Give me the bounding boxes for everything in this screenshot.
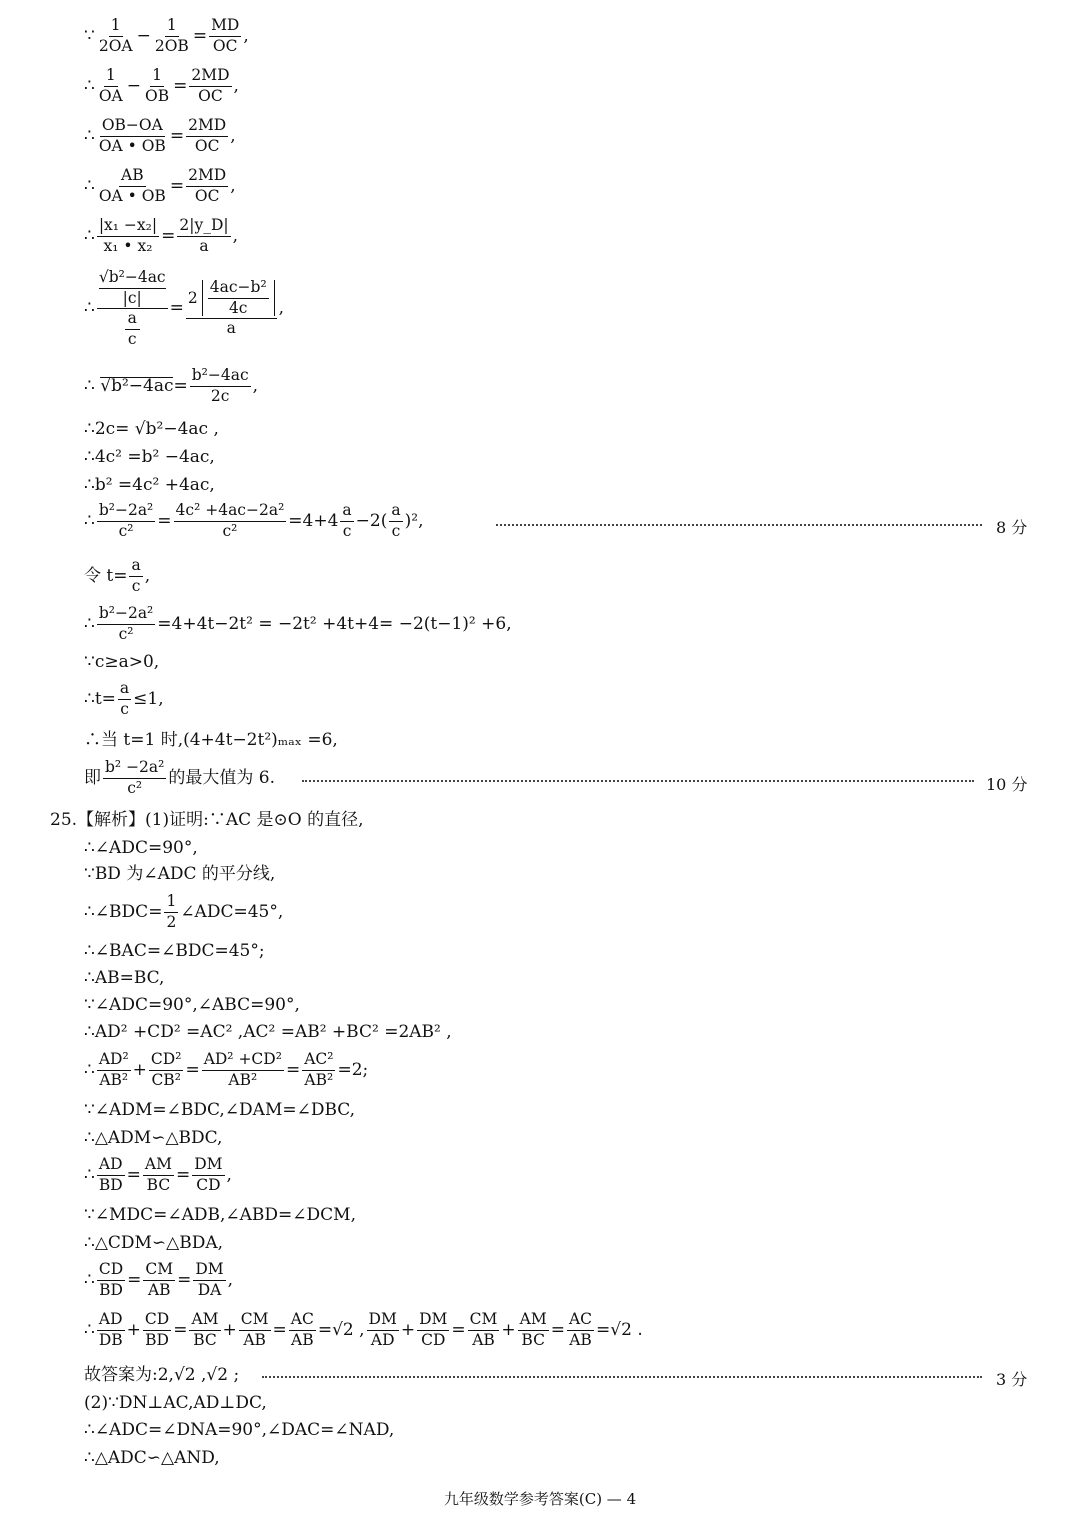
fraction: $\frac{CD}{BD}$ (144, 1310, 170, 1349)
step-line: ∵∠MDC=∠ADB,∠ABD=∠DCM, (84, 1205, 356, 1225)
fraction: $\frac{AD}{BD}$ (98, 1155, 123, 1194)
step-line: ∴ $\frac{\text{|x₁ −x₂|}}{\text{x₁ • x₂}}$ = $\frac{2|y\_D|}{a}$ , (84, 216, 239, 255)
step-line: ∴△ADM∽△BDC, (84, 1128, 223, 1148)
fraction: $\frac{CD}{BD}$ (98, 1260, 124, 1299)
fraction: $\frac{1}{OB}$ (144, 66, 170, 105)
step-line: 故答案为:2,√2 ,√2 ; (84, 1365, 240, 1385)
step-line: ∵∠ADM=∠BDC,∠DAM=∠DBC, (84, 1100, 356, 1120)
dot-leader (302, 780, 974, 782)
fraction: $\frac{\text{AC²}}{\text{AB²}}$ (304, 1050, 334, 1089)
step-line: ∴ $\frac{\text{b²−2a²}}{\text{c²}}$ =4+4t−2t² = −2t² +4t+4= −2(t−1)² +6, (84, 604, 512, 643)
fraction: $\frac{DM}{AD}$ (368, 1310, 397, 1349)
fraction: $\frac{AM}{BC}$ (144, 1155, 172, 1194)
step-line: ∴ $\frac{\text{AD²}}{\text{AB²}}$ + $\frac{\text{CD²}}{\text{CB²}}$ = $\frac{\text{AD² +CD²}}{\text{AB²}}$ = $\frac{\text{AC²}}{\text{AB²}}$ =2; (84, 1050, 369, 1089)
fraction: $\frac{CM}{AB}$ (469, 1310, 498, 1349)
step-line: ∴t= $\frac{a}{c}$ ≤1, (84, 679, 164, 718)
fraction: $\frac{AM}{BC}$ (191, 1310, 219, 1349)
step-line: ∴ $\frac{AB}{OA • OB}$ = $\frac{2MD}{OC}$ , (84, 166, 236, 205)
step-line: ∴ $\frac{1}{OA}$ − $\frac{1}{OB}$ = $\frac{2MD}{OC}$ , (84, 66, 239, 105)
fraction: $\frac{\text{4c² +4ac−2a²}}{\text{c²}}$ (175, 501, 285, 540)
dot-leader (496, 524, 982, 526)
compound-fraction: √b²−4ac |c| a c (98, 268, 166, 348)
fraction: $\frac{2MD}{OC}$ (191, 66, 230, 105)
fraction: $\frac{\text{AD²}}{\text{AB²}}$ (98, 1050, 129, 1089)
fraction: $\frac{2|y\_D|}{a}$ (179, 216, 229, 255)
dot-leader (262, 1376, 982, 1378)
step-line: 令 t= $\frac{a}{c}$ , (84, 556, 151, 595)
fraction: $\frac{AM}{BC}$ (519, 1310, 547, 1349)
fraction: $\frac{\text{CD²}}{\text{CB²}}$ (150, 1050, 182, 1089)
step-line: ∴ $\frac{AD}{BD}$ = $\frac{AM}{BC}$ = $\frac{DM}{CD}$ , (84, 1155, 232, 1194)
step-line: ∵ $\frac{1}{2OA}$ − $\frac{1}{2OB}$ = $\frac{MD}{OC}$ , (84, 16, 249, 55)
fraction: $\frac{a}{c}$ (119, 679, 130, 718)
step-line: ∵∠ADC=90°,∠ABC=90°, (84, 995, 300, 1015)
fraction: $\frac{AC}{AB}$ (290, 1310, 314, 1349)
step-line: ∵c≥a>0, (84, 652, 160, 672)
step-line: ∴∠BAC=∠BDC=45°; (84, 941, 265, 961)
step-line: ∴ √b²−4ac = $\frac{\text{b²−4ac}}{2c}$ , (84, 366, 259, 405)
fraction: $\frac{\text{b²−4ac}}{2c}$ (191, 366, 249, 405)
score-label: 3 分 (996, 1370, 1028, 1389)
step-line: ∴∠ADC=∠DNA=90°,∠DAC=∠NAD, (84, 1420, 395, 1440)
step-line: ∴ $\frac{\text{b²−2a²}}{\text{c²}}$ = $\frac{\text{4c² +4ac−2a²}}{\text{c²}}$ =4+4 $\frac{a}{c}$ −2( $\frac{a}{c}$ )², (84, 501, 424, 540)
step-line: ∴ √b²−4ac |c| a c = 2 $\frac{\text{4ac−b²}}{4c}$ a , (84, 268, 285, 348)
fraction: $\frac{DM}{CD}$ (194, 1155, 223, 1194)
fraction: $\frac{DM}{CD}$ (419, 1310, 448, 1349)
step-line: ∴ $\frac{AD}{DB}$ + $\frac{CD}{BD}$ = $\frac{AM}{BC}$ + $\frac{CM}{AB}$ = $\frac{AC}{AB}$ =√2 , $\frac{DM}{AD}$ + $\frac{DM}{CD}$ = $\frac{CM}{AB}$ + $\frac{AM}{BC}$ = $\frac{AC}{AB}$ =√2 . (84, 1310, 643, 1349)
fraction: $\frac{1}{2OA}$ (98, 16, 133, 55)
score-label: 8 分 (996, 518, 1028, 537)
step-line: ∴ $\frac{OB-OA}{OA • OB}$ = $\frac{2MD}{OC}$ , (84, 116, 236, 155)
fraction: $\frac{a}{c}$ (391, 501, 401, 540)
step-line: ∴4c² =b² −4ac, (84, 447, 215, 467)
step-line: ∴∠BDC= $\frac{1}{2}$ ∠ADC=45°, (84, 892, 284, 931)
fraction: $\frac{a}{c}$ (342, 501, 352, 540)
question-heading: 25. 【解析】(1)证明:∵AC 是⊙O 的直径, (50, 810, 364, 830)
fraction: $\frac{\text{AD² +CD²}}{\text{AB²}}$ (203, 1050, 282, 1089)
step-line: ∴∠ADC=90°, (84, 838, 198, 858)
fraction: $\frac{CM}{AB}$ (145, 1260, 174, 1299)
because-symbol: ∵ (84, 25, 95, 46)
step-line: (2)∵DN⊥AC,AD⊥DC, (84, 1393, 267, 1413)
fraction: $\frac{AC}{AB}$ (568, 1310, 593, 1349)
fraction: $\frac{MD}{OC}$ (211, 16, 240, 55)
fraction: $\frac{AD}{DB}$ (98, 1310, 123, 1349)
fraction: $\frac{DM}{DA}$ (195, 1260, 224, 1299)
fraction: $\frac{\text{b²−2a²}}{\text{c²}}$ (98, 501, 154, 540)
page-footer: 九年级数学参考答案(C) — 4 (443, 1490, 637, 1508)
step-line: ∵BD 为∠ADC 的平分线, (84, 864, 276, 884)
step-line: ∴ $\frac{CD}{BD}$ = $\frac{CM}{AB}$ = $\frac{DM}{DA}$ , (84, 1260, 234, 1299)
fraction: $\frac{1}{OA}$ (98, 66, 123, 105)
step-line: ∴2c= √b²−4ac , (84, 419, 219, 439)
fraction: $\frac{a}{c}$ (131, 556, 141, 595)
step-line: ∴△CDM∽△BDA, (84, 1233, 224, 1253)
fraction: $\frac{\text{b² −2a²}}{\text{c²}}$ (105, 758, 165, 797)
step-line: ∴b² =4c² +4ac, (84, 475, 215, 495)
fraction: $\frac{1}{2OB}$ (154, 16, 189, 55)
step-line: ∴AB=BC, (84, 968, 165, 988)
step-line: 即 $\frac{\text{b² −2a²}}{\text{c²}}$ 的最大值为 6. (84, 758, 275, 797)
fraction: $\frac{AB}{OA • OB}$ (98, 166, 166, 205)
step-line: ∴当 t=1 时,(4+4t−2t²)ₘₐₓ =6, (84, 730, 338, 750)
fraction: $\frac{CM}{AB}$ (240, 1310, 269, 1349)
fraction: $\frac{OB-OA}{OA • OB}$ (98, 116, 166, 155)
fraction: $\frac{2MD}{OC}$ (188, 116, 227, 155)
step-line: ∴AD² +CD² =AC² ,AC² =AB² +BC² =2AB² , (84, 1022, 452, 1042)
fraction: $\frac{1}{2}$ (166, 892, 177, 931)
score-label: 10 分 (986, 775, 1028, 794)
fraction: $\frac{\text{b²−2a²}}{\text{c²}}$ (98, 604, 154, 643)
fraction: 2 $\frac{\text{4ac−b²}}{4c}$ a (186, 280, 277, 337)
fraction: $\frac{\text{|x₁ −x₂|}}{\text{x₁ • x₂}}$ (98, 216, 158, 255)
fraction: $\frac{2MD}{OC}$ (188, 166, 227, 205)
step-line: ∴△ADC∽△AND, (84, 1448, 220, 1468)
